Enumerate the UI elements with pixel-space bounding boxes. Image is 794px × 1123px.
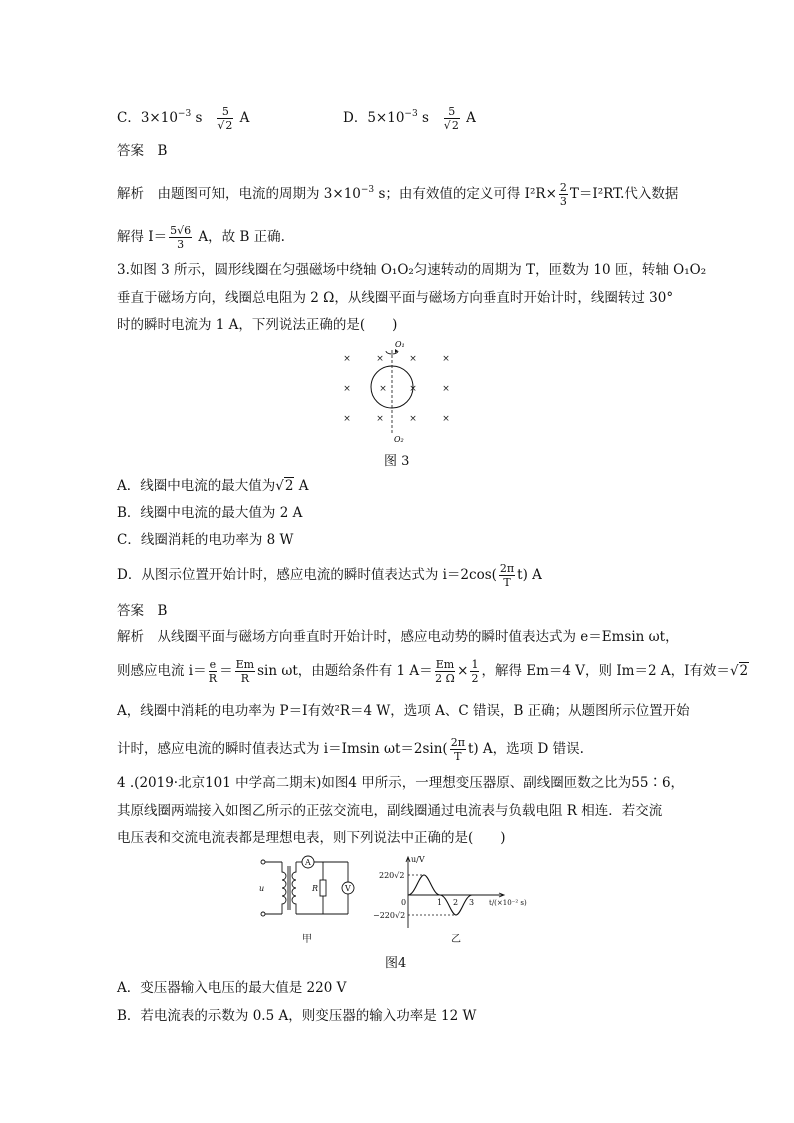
q3-analysis-line-4: [117, 737, 584, 762]
frac-num: 2: [559, 181, 567, 194]
frac-num: 2π: [499, 562, 515, 575]
frac-den: T: [503, 576, 511, 589]
q3-option-d: [117, 563, 542, 588]
primary-coil-icon: [282, 862, 286, 914]
option-d-text: D．5×10: [343, 110, 405, 126]
frac-num: 2π: [450, 736, 465, 749]
frac-num: 1: [471, 658, 479, 671]
q3-stem-line-2: 垂直于磁场方向，线圈总电阻为 2 Ω，从线圈平面与磁场方向垂直时开始计时，线圈转过 30°: [117, 290, 674, 306]
field-mark: ×: [376, 414, 384, 424]
figure-4-graph: [373, 852, 541, 948]
q4-option-b: B．若电流表的示数为 0.5 A，则变压器的输入功率是 12 W: [117, 1008, 477, 1024]
analysis-text: s；由有效值的定义可得: [374, 186, 525, 202]
q3-analysis-line-2: 则感应电流 i＝ $\frac{e}{R}$ ＝ $\frac{Em}{R}$ sin ωt，由题给条件有 1 A＝ $\frac{Em}{2 \Omega}$ × $\frac{1}{2}$ ，解得 Em＝4 V，则 Im＝2 A，I有效＝√2: [117, 658, 749, 685]
frac-den: √2: [443, 119, 459, 132]
radicand: 2: [451, 119, 459, 132]
field-mark: ×: [409, 354, 417, 364]
q4-stem-line-3: 电压表和交流电流表都是理想电表，则下列说法中正确的是( ): [117, 830, 506, 846]
option-c-tail: A: [235, 110, 250, 126]
option-c-prev: [117, 106, 249, 131]
figure-4-circuit: [252, 852, 364, 948]
radicand: 2: [225, 119, 233, 132]
option-a-text: A．线圈中电流的最大值为: [117, 478, 276, 494]
graph-origin: 0: [401, 898, 407, 907]
terminal-icon: [261, 912, 265, 916]
graph-tick-2: 2: [453, 898, 459, 907]
frac-den: 3: [177, 238, 185, 251]
frac-num: 5: [444, 106, 460, 119]
q3-analysis-line-3: A，线圈中消耗的电功率为 P＝I有效²R＝4 W，选项 A、C 错误，B 正确；从题图所示位置开始: [117, 703, 690, 719]
resistor-icon: [320, 880, 326, 896]
analysis-text: ＝: [219, 663, 233, 679]
analysis-fraction: [209, 659, 218, 684]
analysis-fraction: [235, 659, 255, 684]
analysis-fraction: [450, 737, 466, 762]
analysis-text: t) A，选项 D 错误.: [467, 741, 584, 757]
analysis-text: A，故 B 正确.: [194, 229, 285, 245]
analysis-formula: I²R×: [524, 186, 557, 202]
prev-answer: 答案 B: [117, 143, 168, 159]
label-u: u: [259, 884, 265, 893]
q4-stem-line-2: 其原线圈两端接入如图乙所示的正弦交流电，副线圈通过电流表与负载电阻 R 相连．若交流: [117, 803, 663, 819]
option-d-tail: A: [461, 110, 476, 126]
q3-option-c: C．线圈消耗的电功率为 8 W: [117, 532, 294, 548]
option-d-text: t) A: [517, 567, 542, 583]
label-r: R: [312, 884, 319, 893]
analysis-text: ，解得 Em＝4 V，则 Im＝2 A，I有效＝: [481, 663, 730, 679]
field-mark: ×: [442, 414, 450, 424]
field-mark: ×: [376, 354, 384, 364]
frac-num: Em: [435, 658, 455, 671]
label-voltmeter: V: [345, 884, 351, 893]
label-jia: 甲: [302, 934, 312, 945]
q3-stem-line-1: 3.如图 3 所示，圆形线圈在匀强磁场中绕轴 O₁O₂匀速转动的周期为 T，匝数为 10 匝，转轴 O₁O₂: [117, 262, 707, 278]
analysis-text: sin ωt，由题给条件有 1 A＝: [257, 663, 433, 679]
option-d-exponent: −3: [404, 109, 418, 119]
analysis-fraction: [435, 659, 455, 684]
graph-y-bottom: −220√2: [373, 911, 406, 920]
analysis-exponent: −3: [360, 185, 375, 195]
field-mark: ×: [343, 414, 351, 424]
graph-x-label: t/(×10⁻² s): [489, 899, 527, 907]
analysis-fraction: [169, 225, 192, 250]
analysis-formula: T＝I²RT.代入数据: [569, 186, 679, 202]
option-d-text: D．从图示位置开始计时，感应电流的瞬时值表达式为 i＝2cos(: [117, 567, 497, 583]
prev-analysis-line-1: [117, 182, 678, 207]
option-d-fraction: [499, 563, 515, 588]
q3-answer: 答案 B: [117, 603, 168, 619]
figure-3-diagram: [333, 338, 463, 444]
analysis-fraction: [470, 659, 479, 684]
frac-num: 5√6: [170, 224, 192, 237]
frac-den: 2 Ω: [435, 672, 455, 685]
q4-stem-line-1: 4 .(2019·北京101 中学高二期末)如图4 甲所示，一理想变压器原、副线圈匝数之比为55∶6，: [117, 775, 685, 791]
frac-den: 2: [471, 672, 479, 685]
prev-analysis-line-2: [117, 225, 285, 250]
graph-y-label: u/V: [411, 855, 425, 864]
graph-tick-1: 1: [437, 898, 443, 907]
q3-analysis-line-1: 解析 从线圈平面与磁场方向垂直时开始计时，感应电动势的瞬时值表达式为 e＝Emsin ωt，: [117, 629, 679, 645]
q3-option-b: B．线圈中电流的最大值为 2 A: [117, 505, 303, 521]
q4-option-a: A．变压器输入电压的最大值是 220 V: [117, 980, 347, 996]
frac-den: T: [454, 750, 462, 763]
analysis-fraction: [559, 182, 568, 207]
figure-4-caption: 图4: [385, 956, 407, 971]
q3-stem-line-3: 时的瞬时电流为 1 A，下列说法正确的是( ): [117, 317, 398, 333]
radicand: 2: [284, 478, 294, 494]
frac-den: 3: [559, 195, 567, 208]
graph-y-top: 220√2: [379, 871, 405, 880]
frac-den: R: [240, 672, 249, 685]
analysis-text: 计时，感应电流的瞬时值表达式为 i＝Imsin ωt＝2sin(: [117, 741, 448, 757]
field-mark: ×: [343, 354, 351, 364]
option-d-prev: [343, 106, 476, 131]
label-o2: O₂: [394, 435, 404, 444]
option-c-fraction: [217, 106, 233, 131]
frac-den: √2: [217, 119, 233, 132]
frac-num: Em: [235, 658, 255, 671]
option-d-fraction: [444, 106, 460, 131]
q3-option-a: A．线圈中电流的最大值为√2 A: [117, 478, 309, 494]
analysis-text: 解得 I＝: [117, 229, 168, 245]
option-c-text: C．3×10: [117, 110, 178, 126]
field-mark: ×: [442, 354, 450, 364]
frac-num: 5: [217, 106, 233, 119]
secondary-coil-icon: [292, 862, 296, 914]
option-c-unit: s: [191, 110, 203, 126]
field-mark: ×: [409, 384, 417, 394]
terminal-icon: [261, 860, 265, 864]
radicand: 2: [739, 663, 749, 679]
field-mark: ×: [343, 384, 351, 394]
figure-3-caption: 图 3: [384, 454, 410, 469]
option-d-unit: s: [417, 110, 429, 126]
field-mark: ×: [442, 384, 450, 394]
label-ammeter: A: [305, 858, 311, 867]
analysis-text: 则感应电流 i＝: [117, 663, 207, 679]
option-c-exponent: −3: [177, 109, 192, 119]
option-a-unit: A: [294, 478, 309, 494]
graph-tick-3: 3: [469, 898, 475, 907]
analysis-text: ×: [457, 663, 469, 679]
field-mark: ×: [409, 414, 417, 424]
frac-den: R: [208, 672, 218, 685]
label-yi: 乙: [451, 934, 461, 945]
frac-num: e: [209, 658, 217, 671]
field-mark: ×: [379, 384, 387, 394]
label-o1: O₁: [395, 340, 405, 349]
analysis-text: 解析 由题图可知，电流的周期为 3×10: [117, 186, 361, 202]
